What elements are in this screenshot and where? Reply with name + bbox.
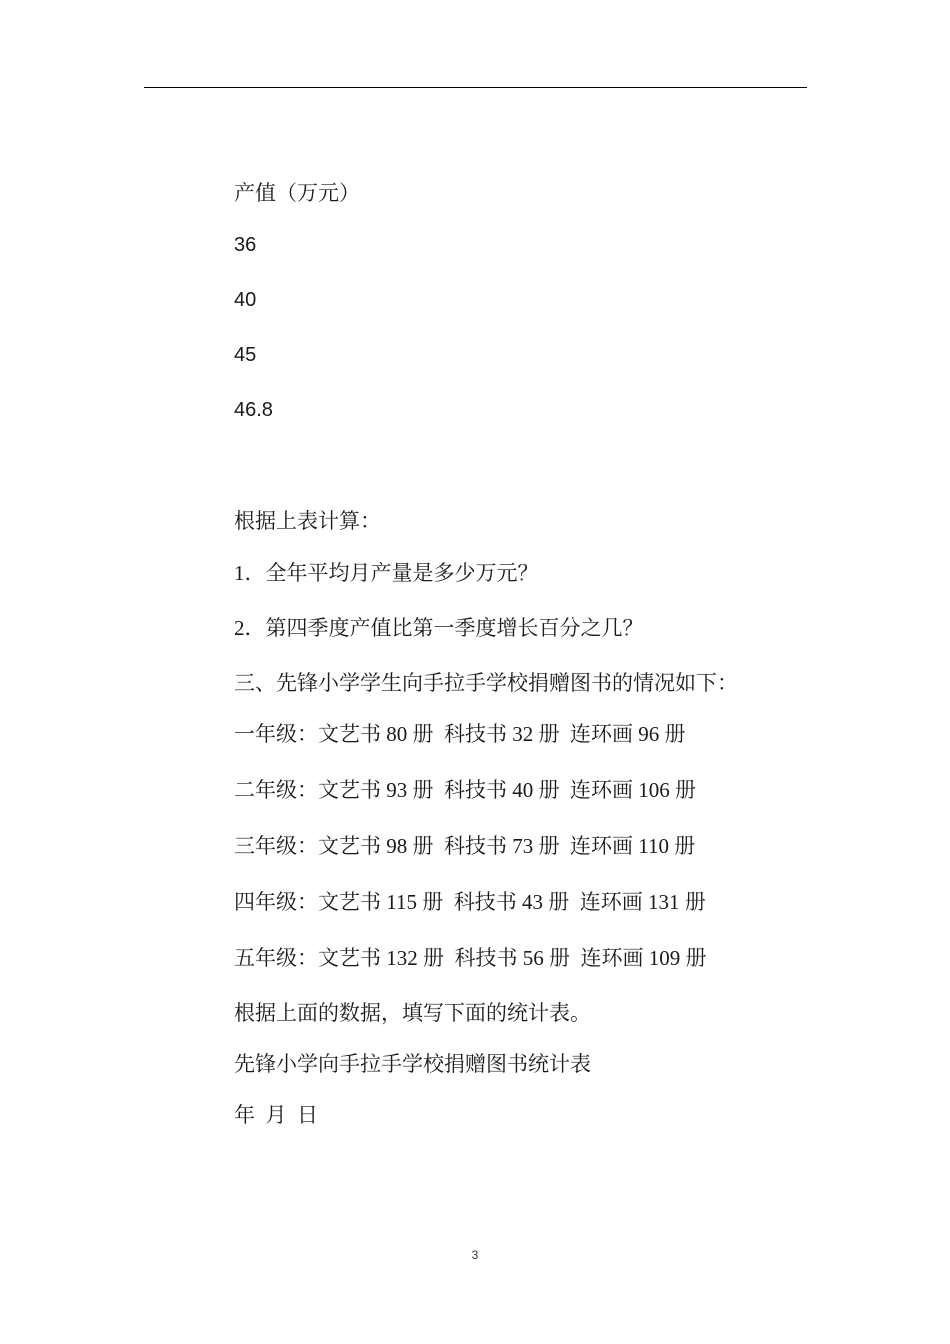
table-value-3: 45 <box>234 344 257 366</box>
table-value-4: 46.8 <box>234 399 273 421</box>
grade-2-donation: 二年级：文艺书 93 册 科技书 40 册 连环画 106 册 <box>234 778 696 802</box>
table-header-output-value: 产值（万元） <box>234 181 360 205</box>
grade-3-donation: 三年级：文艺书 98 册 科技书 73 册 连环画 110 册 <box>234 834 696 858</box>
fill-table-instruction: 根据上面的数据，填写下面的统计表。 <box>234 1001 591 1025</box>
header-rule <box>144 87 807 88</box>
date-line: 年 月 日 <box>234 1103 318 1127</box>
table-value-1: 36 <box>234 234 257 256</box>
grade-1-donation: 一年级：文艺书 80 册 科技书 32 册 连环画 96 册 <box>234 722 686 746</box>
question-1: 1．全年平均月产量是多少万元？ <box>234 561 539 585</box>
statistics-table-title: 先锋小学向手拉手学校捐赠图书统计表 <box>234 1052 591 1076</box>
question-2: 2．第四季度产值比第一季度增长百分之几？ <box>234 616 644 640</box>
page-number: 3 <box>471 1248 479 1262</box>
section-3-title: 三、先锋小学学生向手拉手学校捐赠图书的情况如下： <box>234 671 738 695</box>
table-value-2: 40 <box>234 289 257 311</box>
grade-5-donation: 五年级：文艺书 132 册 科技书 56 册 连环画 109 册 <box>234 946 707 970</box>
question-intro: 根据上表计算： <box>234 509 381 533</box>
grade-4-donation: 四年级：文艺书 115 册 科技书 43 册 连环画 131 册 <box>234 890 706 914</box>
